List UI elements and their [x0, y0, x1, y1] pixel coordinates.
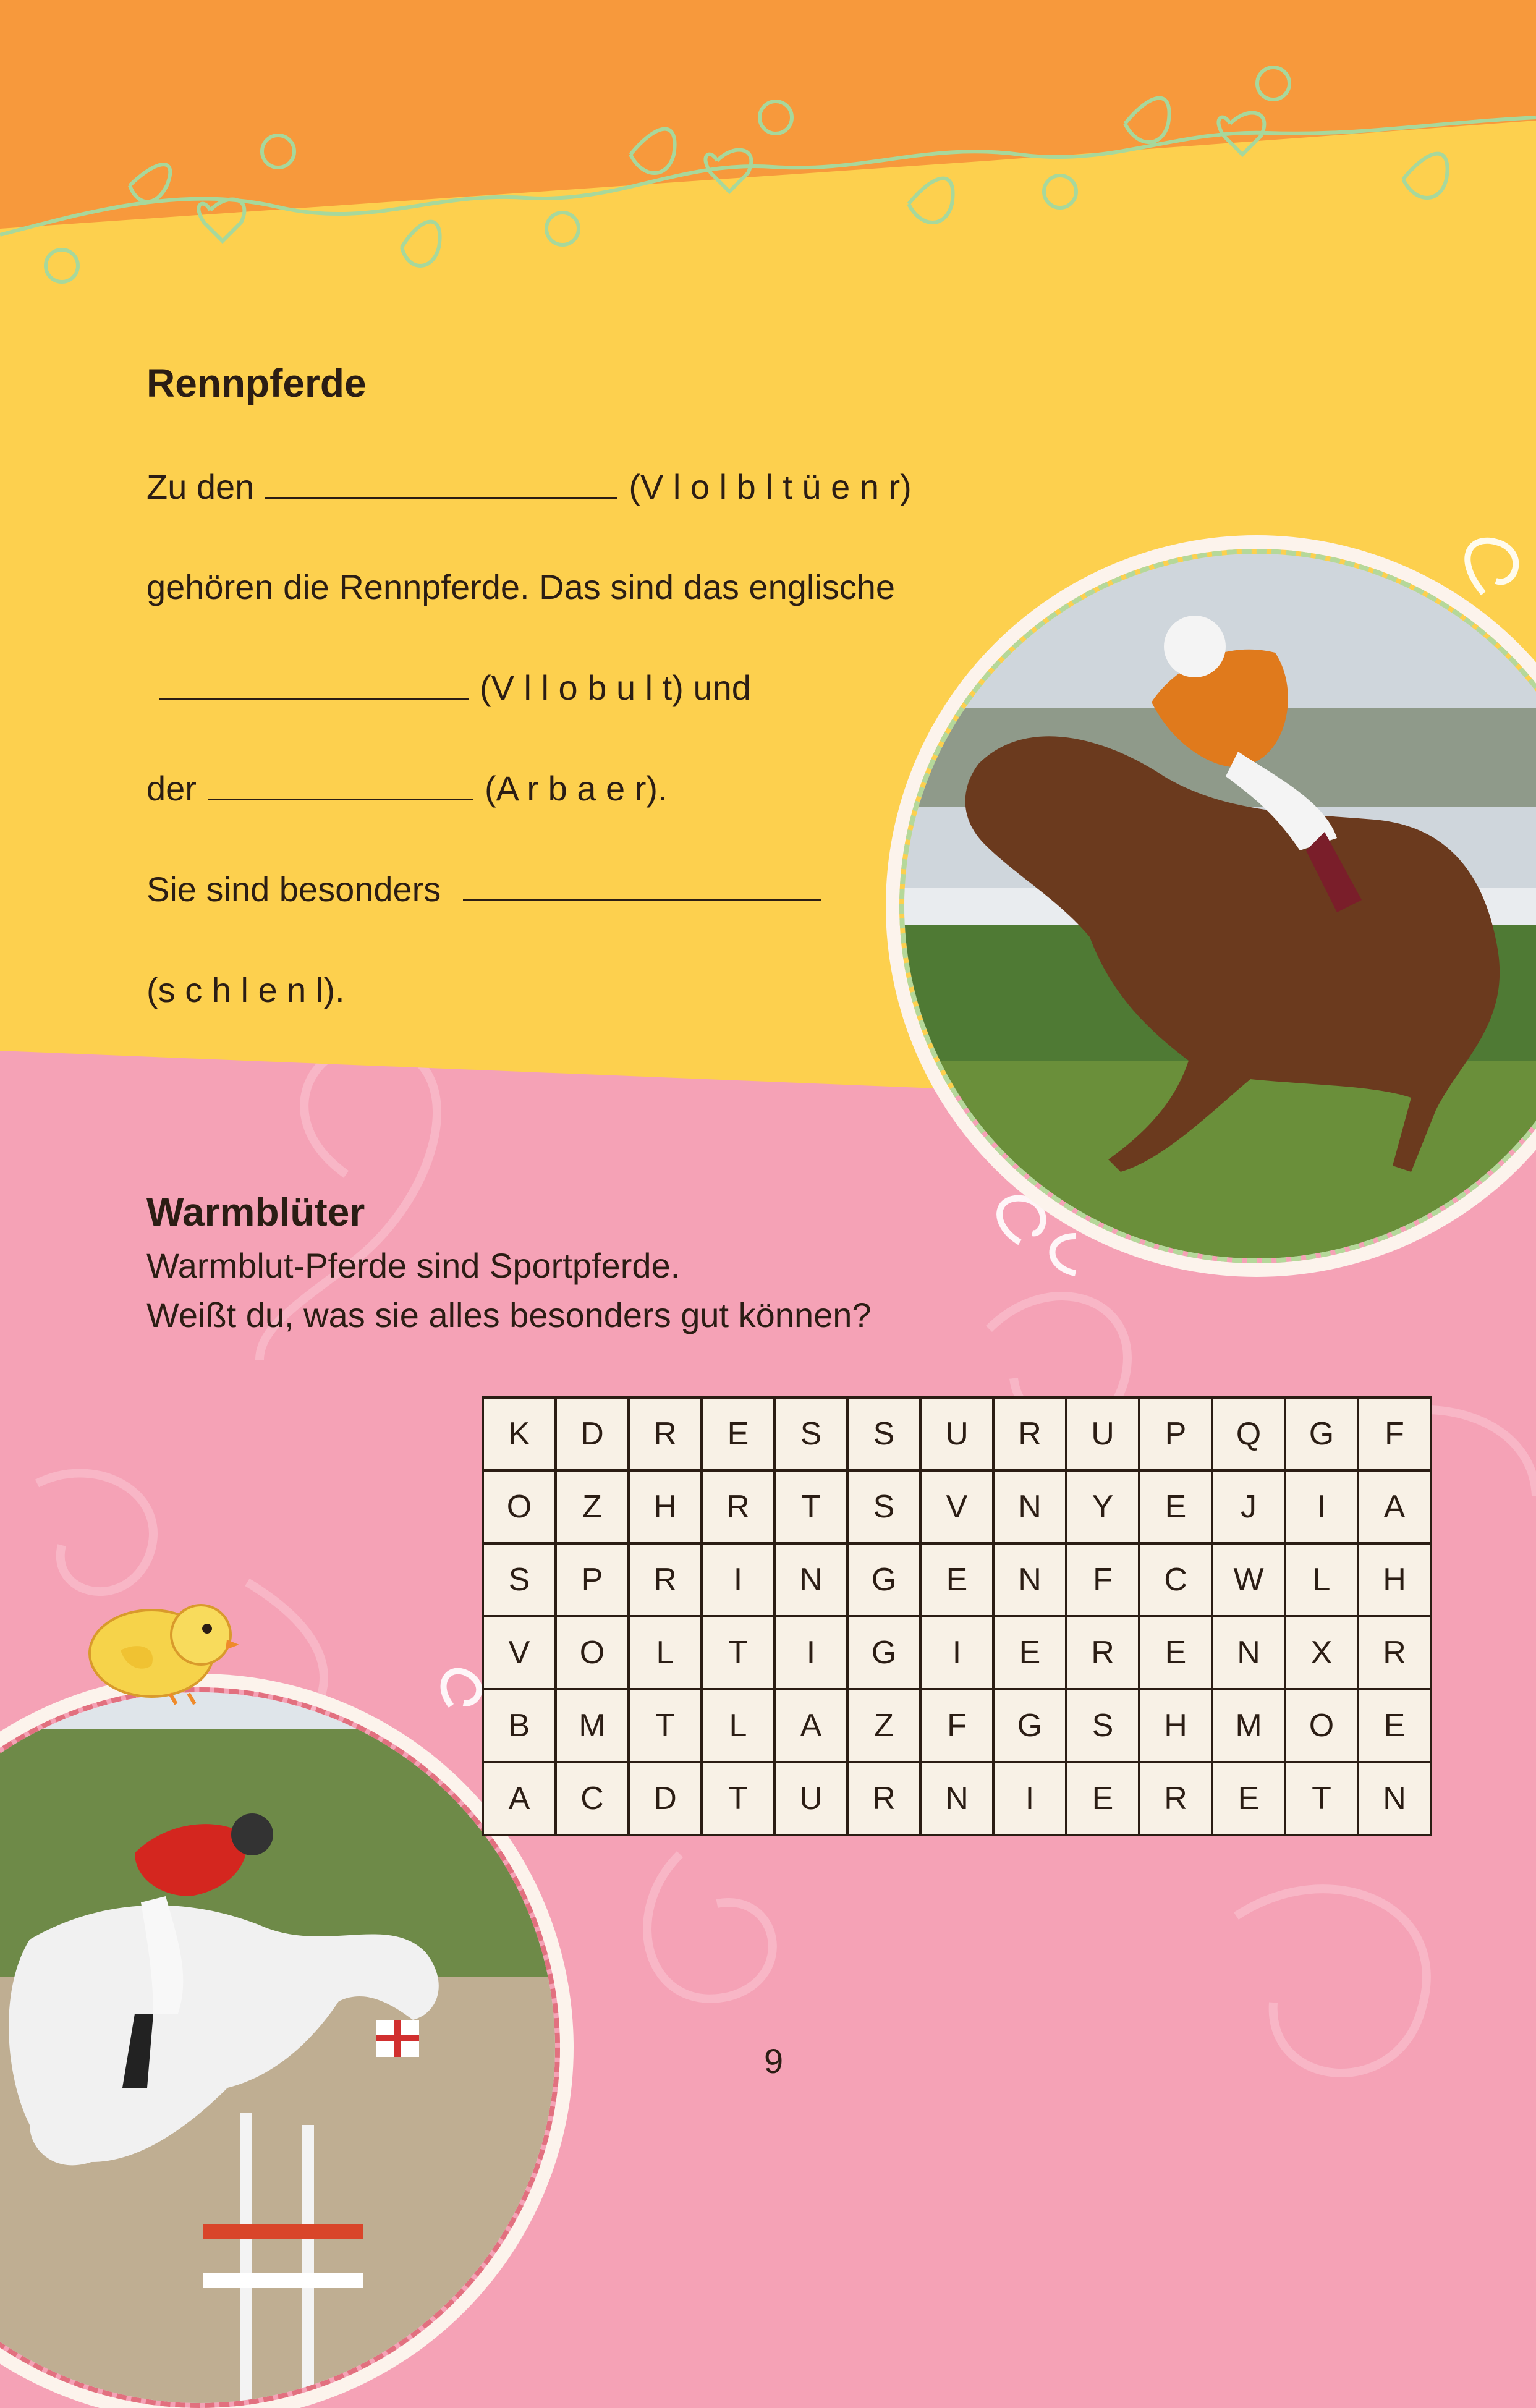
grid-cell[interactable]: R	[702, 1470, 774, 1543]
grid-cell[interactable]: Y	[1066, 1470, 1139, 1543]
rennpferde-line-4	[146, 771, 668, 806]
grid-cell[interactable]: R	[993, 1397, 1066, 1470]
grid-cell[interactable]: O	[483, 1470, 556, 1543]
grid-row	[483, 1689, 1431, 1762]
grid-cell[interactable]: T	[774, 1470, 847, 1543]
grid-cell[interactable]: I	[774, 1616, 847, 1689]
grid-cell[interactable]: G	[847, 1616, 920, 1689]
answer-blank-1[interactable]	[265, 497, 617, 499]
rennpferde-line-2: gehören die Rennpferde. Das sind das englische	[146, 567, 896, 606]
rennpferde-line-3	[148, 668, 751, 707]
answer-blank-2[interactable]	[159, 698, 469, 700]
warmblueter-heading: Warmblüter	[146, 1190, 365, 1234]
rennpferde-heading: Rennpferde	[146, 361, 367, 405]
grid-cell[interactable]: R	[629, 1397, 702, 1470]
grid-cell[interactable]: M	[1212, 1689, 1285, 1762]
grid-cell[interactable]: E	[920, 1543, 993, 1616]
grid-cell[interactable]: H	[1139, 1689, 1212, 1762]
grid-cell[interactable]: U	[920, 1397, 993, 1470]
grid-cell[interactable]: T	[702, 1616, 774, 1689]
grid-cell[interactable]: E	[702, 1397, 774, 1470]
grid-cell[interactable]: A	[774, 1689, 847, 1762]
grid-cell[interactable]: E	[1358, 1689, 1431, 1762]
grid-cell[interactable]: T	[1285, 1762, 1358, 1835]
warmblueter-line-2: Weißt du, was sie alles besonders gut können?	[146, 1295, 872, 1334]
grid-cell[interactable]: P	[556, 1543, 629, 1616]
line4-prefix: der	[146, 769, 197, 808]
grid-cell[interactable]: C	[1139, 1543, 1212, 1616]
grid-cell[interactable]: S	[1066, 1689, 1139, 1762]
grid-cell[interactable]: M	[556, 1689, 629, 1762]
grid-cell[interactable]: A	[1358, 1470, 1431, 1543]
grid-cell[interactable]: G	[1285, 1397, 1358, 1470]
grid-row	[483, 1470, 1431, 1543]
grid-cell[interactable]: S	[847, 1470, 920, 1543]
grid-cell[interactable]: V	[920, 1470, 993, 1543]
grid-cell[interactable]: G	[847, 1543, 920, 1616]
grid-cell[interactable]: R	[1066, 1616, 1139, 1689]
grid-cell[interactable]: T	[702, 1762, 774, 1835]
grid-cell[interactable]: Q	[1212, 1397, 1285, 1470]
grid-row	[483, 1616, 1431, 1689]
grid-cell[interactable]: S	[483, 1543, 556, 1616]
grid-cell[interactable]: C	[556, 1762, 629, 1835]
grid-cell[interactable]: X	[1285, 1616, 1358, 1689]
grid-cell[interactable]: I	[702, 1543, 774, 1616]
grid-cell[interactable]: L	[702, 1689, 774, 1762]
chick-icon	[83, 1592, 241, 1706]
line5-prefix: Sie sind besonders	[146, 870, 441, 909]
grid-cell[interactable]: E	[1139, 1616, 1212, 1689]
line3-suffix: und	[693, 668, 751, 707]
grid-cell[interactable]: N	[774, 1543, 847, 1616]
grid-cell[interactable]: E	[1212, 1762, 1285, 1835]
grid-cell[interactable]: D	[556, 1397, 629, 1470]
line3-hint: (V l l o b u l t)	[480, 668, 684, 707]
grid-cell[interactable]: N	[1212, 1616, 1285, 1689]
grid-cell[interactable]: N	[993, 1543, 1066, 1616]
grid-cell[interactable]: E	[1066, 1762, 1139, 1835]
grid-cell[interactable]: P	[1139, 1397, 1212, 1470]
grid-cell[interactable]: B	[483, 1689, 556, 1762]
grid-cell[interactable]: N	[1358, 1762, 1431, 1835]
grid-cell[interactable]: Z	[847, 1689, 920, 1762]
grid-cell[interactable]: L	[629, 1616, 702, 1689]
grid-cell[interactable]: E	[993, 1616, 1066, 1689]
grid-row	[483, 1762, 1431, 1835]
racehorse-illustration	[904, 554, 1536, 1258]
grid-cell[interactable]: F	[920, 1689, 993, 1762]
grid-cell[interactable]: H	[1358, 1543, 1431, 1616]
grid-cell[interactable]: K	[483, 1397, 556, 1470]
grid-cell[interactable]: R	[1358, 1616, 1431, 1689]
grid-cell[interactable]: W	[1212, 1543, 1285, 1616]
grid-cell[interactable]: F	[1066, 1543, 1139, 1616]
page-number: 9	[764, 2041, 784, 2080]
grid-cell[interactable]: A	[483, 1762, 556, 1835]
grid-cell[interactable]: L	[1285, 1543, 1358, 1616]
grid-cell[interactable]: I	[1285, 1470, 1358, 1543]
grid-cell[interactable]: S	[847, 1397, 920, 1470]
grid-cell[interactable]: U	[1066, 1397, 1139, 1470]
rennpferde-line-6: (s c h l e n l).	[146, 970, 345, 1009]
grid-cell[interactable]: H	[629, 1470, 702, 1543]
grid-cell[interactable]: N	[993, 1470, 1066, 1543]
grid-row	[483, 1397, 1431, 1470]
grid-cell[interactable]: N	[920, 1762, 993, 1835]
grid-cell[interactable]: J	[1212, 1470, 1285, 1543]
grid-row	[483, 1543, 1431, 1616]
grid-cell[interactable]: S	[774, 1397, 847, 1470]
grid-cell[interactable]: T	[629, 1689, 702, 1762]
grid-cell[interactable]: O	[556, 1616, 629, 1689]
grid-cell[interactable]: F	[1358, 1397, 1431, 1470]
grid-cell[interactable]: G	[993, 1689, 1066, 1762]
grid-cell[interactable]: E	[1139, 1470, 1212, 1543]
grid-cell[interactable]: R	[629, 1543, 702, 1616]
line4-hint: (A r b a e r).	[484, 769, 668, 808]
warmblueter-line-1: Warmblut-Pferde sind Sportpferde.	[146, 1246, 681, 1285]
grid-cell[interactable]: R	[1139, 1762, 1212, 1835]
answer-blank-3[interactable]	[208, 799, 473, 800]
grid-cell[interactable]: I	[920, 1616, 993, 1689]
grid-cell[interactable]: R	[847, 1762, 920, 1835]
line1-prefix: Zu den	[146, 467, 255, 506]
grid-cell[interactable]: Z	[556, 1470, 629, 1543]
grid-cell[interactable]: I	[993, 1762, 1066, 1835]
grid-cell[interactable]: V	[483, 1616, 556, 1689]
grid-cell[interactable]: U	[774, 1762, 847, 1835]
grid-cell[interactable]: O	[1285, 1689, 1358, 1762]
answer-blank-4[interactable]	[463, 899, 821, 901]
rennpferde-line-1	[146, 467, 912, 506]
line1-hint: (V l o l b l t ü e n r)	[629, 467, 912, 506]
rennpferde-line-5	[146, 872, 833, 907]
grid-cell[interactable]: D	[629, 1762, 702, 1835]
word-search-grid	[482, 1396, 1432, 1836]
